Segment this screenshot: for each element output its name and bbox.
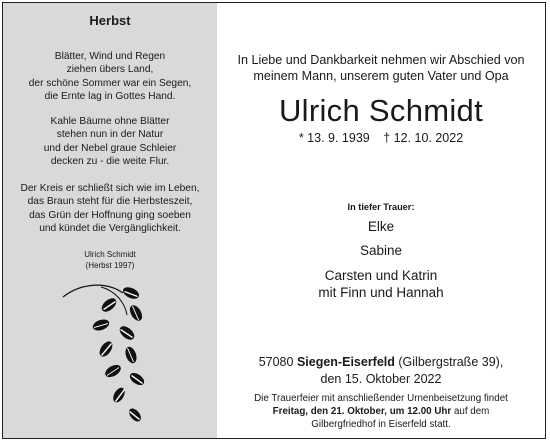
poem-panel: [3, 3, 217, 438]
life-dates: [217, 131, 545, 145]
obituary-frame: [2, 2, 546, 439]
poem-author: [3, 249, 217, 271]
mourner-1: Elke: [367, 219, 395, 234]
birth-date: * 13. 9. 1939: [298, 131, 370, 145]
falling-leaves-icon: [61, 275, 171, 435]
poem-title: Herbst: [89, 13, 131, 28]
address-street: (Gilbergstraße 39),: [398, 355, 504, 369]
deceased-name: Ulrich Schmidt: [278, 93, 484, 128]
intro-text: In Liebe und Dankbarkeit nehmen wir Abschied von meinem Mann, unserem guten Vater und Opa: [237, 53, 525, 83]
mourner-2: Sabine: [359, 243, 403, 258]
poem-stanza-2: Kahle Bäume ohne Blätter stehen nun in der Natur und der Nebel graue Schleier decken zu - die weite Flur.: [43, 116, 177, 167]
poem-author-note: (Herbst 1997): [85, 261, 135, 270]
obituary-panel: [217, 3, 545, 438]
mourner-3: Carsten und Katrin: [324, 268, 438, 283]
address-line: [217, 355, 545, 369]
place-date: den 15. Oktober 2022: [320, 372, 442, 386]
mourning-label: In tiefer Trauer:: [347, 202, 415, 212]
address-city: Siegen-Eiserfeld: [296, 355, 395, 369]
poem-author-name: Ulrich Schmidt: [84, 250, 136, 259]
poem-stanza-3: Der Kreis er schließt sich wie im Leben, das Braun steht für die Herbsteszeit, das Grün der Hoffnung ging soeben und kündet die Vergänglichkeit.: [20, 183, 200, 234]
poem-stanza-1: Blätter, Wind und Regen ziehen übers Land, der schöne Sommer war ein Segen, die Ernte lag in Gottes Hand.: [28, 51, 192, 102]
death-date: † 12. 10. 2022: [383, 131, 464, 145]
address-postcode: 57080: [258, 355, 294, 369]
mourner-4: mit Finn und Hannah: [318, 285, 444, 300]
funeral-date: Freitag, den 21. Oktober, um 12.00 Uhr: [272, 406, 452, 417]
funeral-notice: Die Trauerfeier mit anschließender Urnenbeisetzung findet Freitag, den 21. Oktober, um 12.00 Uhr auf dem Gilbergfriedhof in Eiserfeld statt.: [254, 393, 508, 430]
